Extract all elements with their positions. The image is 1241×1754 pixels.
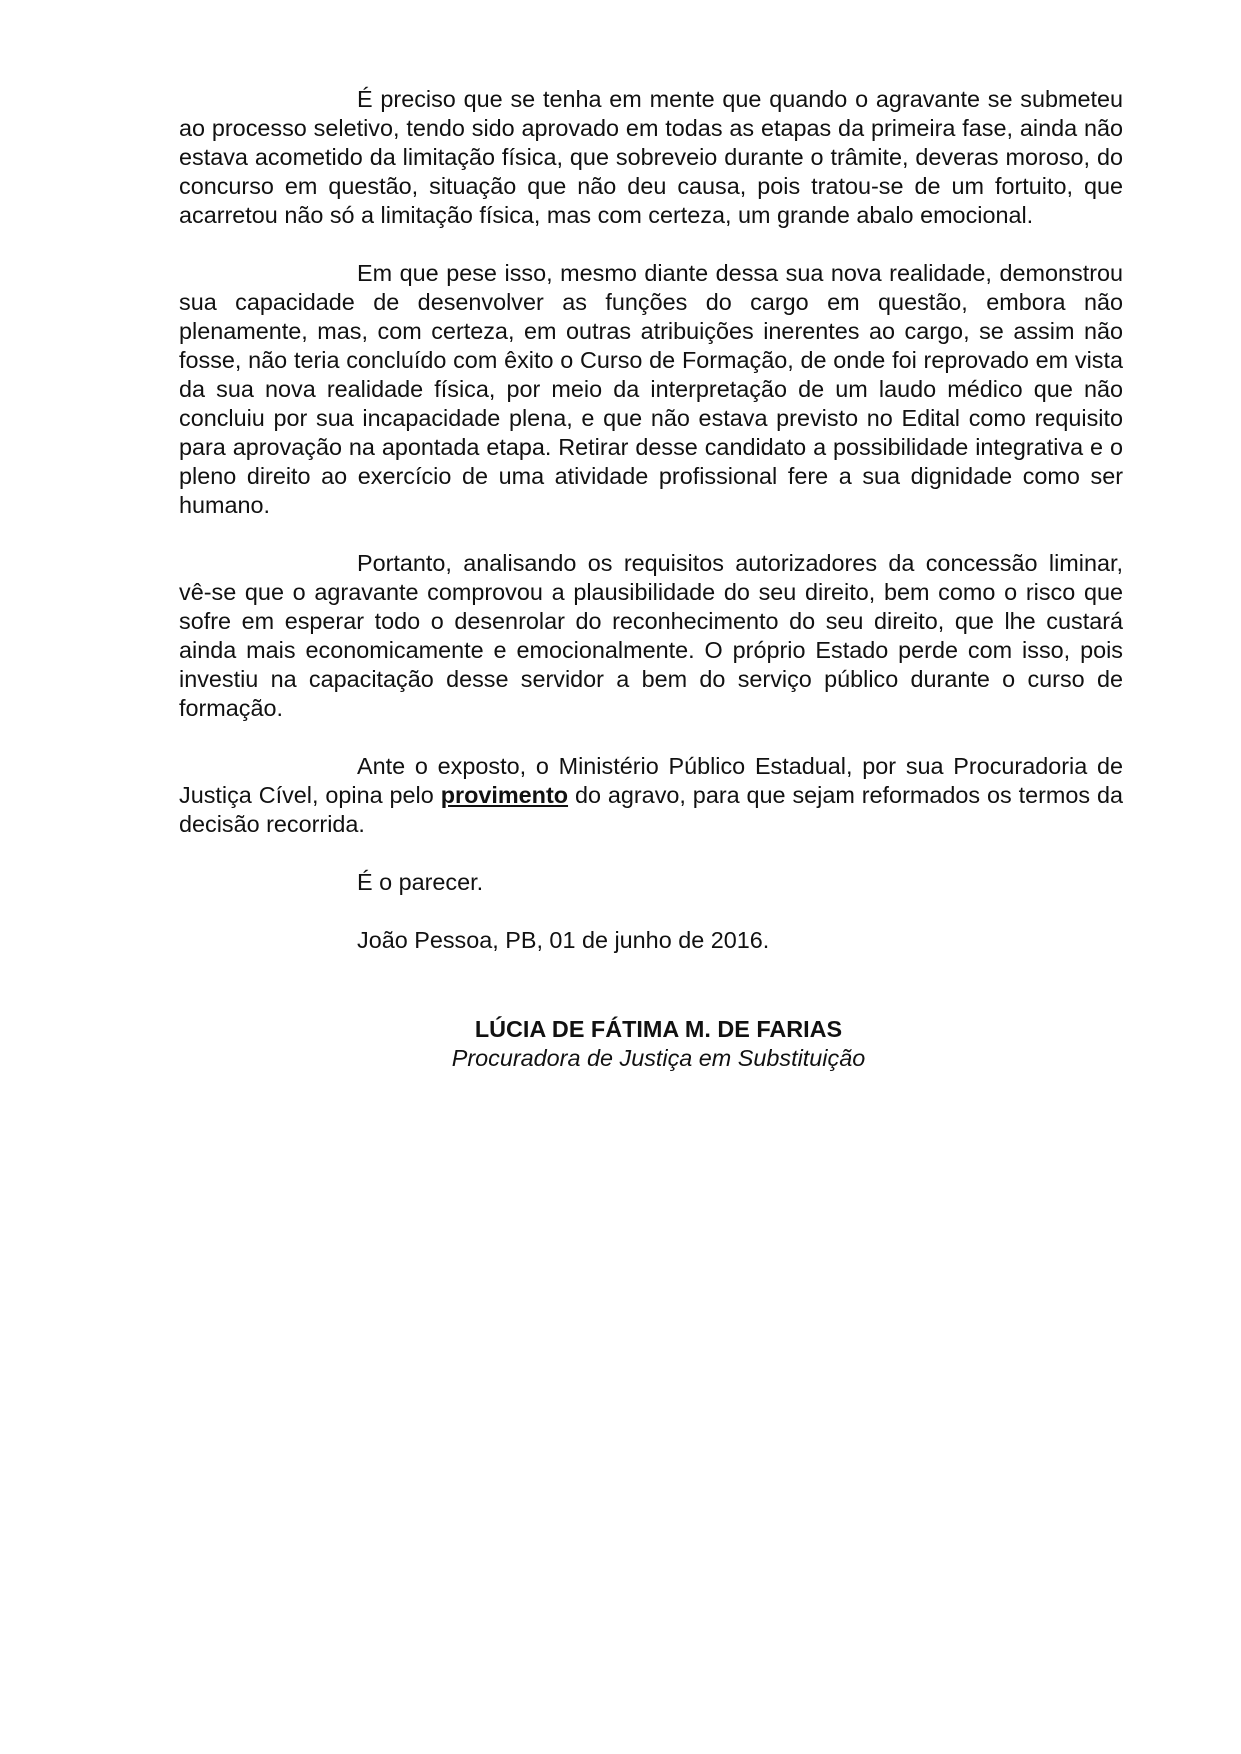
conclusion-text-after: do agravo, para que sejam reformados os termos da decisão recorrida.	[179, 782, 1123, 837]
conclusion-text-before: Ante o exposto, o Ministério Público Estadual, por sua Procuradoria de Justiça Cível, opina pelo	[179, 753, 1123, 808]
paragraph-2: Em que pese isso, mesmo diante dessa sua nova realidade, demonstrou sua capacidade de desenvolver as funções do cargo em questão, embora não plenamente, mas, com certeza, em outras atribuições inerentes ao cargo, se assim não fosse, não teria concluído com êxito o Curso de Formação, de onde foi reprovado em vista da sua nova realidade física, por meio da interpretação de um laudo médico que não concluiu por sua incapacidade plena, e que não estava previsto no Edital como requisito para aprovação na apontada etapa. Retirar desse candidato a possibilidade integrativa e o pleno direito ao exercício de uma atividade profissional fere a sua dignidade como ser humano.	[179, 260, 1123, 518]
document-page	[179, 85, 1123, 1073]
closing-line: É o parecer.	[357, 869, 484, 895]
paragraph-1: É preciso que se tenha em mente que quando o agravante se submeteu ao processo seletivo, tendo sido aprovado em todas as etapas da primeira fase, ainda não estava acometido da limitação física, que sobreveio durante o trâmite, deveras moroso, do concurso em questão, situação que não deu causa, pois tratou-se de um fortuito, que acarretou não só a limitação física, mas com certeza, um grande abalo emocional.	[179, 86, 1123, 228]
signature-block	[179, 1015, 1123, 1073]
signer-name: LÚCIA DE FÁTIMA M. DE FARIAS	[474, 1016, 843, 1042]
place-date-line: João Pessoa, PB, 01 de junho de 2016.	[357, 927, 770, 953]
paragraph-3: Portanto, analisando os requisitos autorizadores da concessão liminar, vê-se que o agravante comprovou a plausibilidade do seu direito, bem como o risco que sofre em esperar todo o desenrolar do reconhecimento do seu direito, que lhe custará ainda mais economicamente e emocionalmente. O próprio Estado perde com isso, pois investiu na capacitação desse servidor a bem do serviço público durante o curso de formação.	[179, 550, 1123, 721]
conclusion-paragraph	[179, 752, 1123, 839]
conclusion-emphasis: provimento	[440, 782, 569, 808]
signer-role: Procuradora de Justiça em Substituição	[451, 1045, 866, 1071]
